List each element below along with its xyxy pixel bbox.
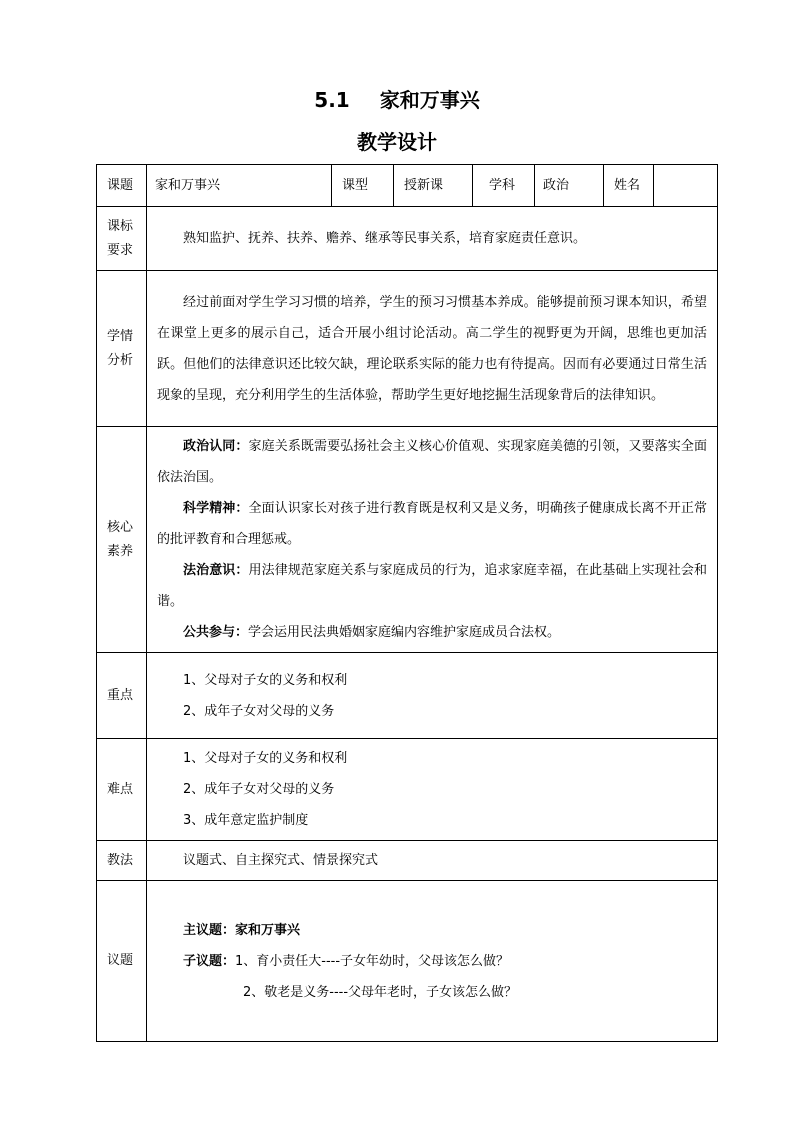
focus-cell bbox=[147, 653, 718, 739]
method-cell bbox=[147, 841, 718, 881]
standard-text: 熟知监护、抚养、扶养、赡养、继承等民事关系，培育家庭责任意识。 bbox=[183, 231, 587, 246]
topic-label: 课题 bbox=[97, 165, 147, 207]
analysis-label-line1: 学情 bbox=[107, 328, 134, 344]
core-label-line2: 素养 bbox=[107, 543, 134, 559]
method-label: 教法 bbox=[97, 841, 147, 881]
sub-topic-1 bbox=[157, 946, 707, 977]
method-text: 议题式、自主探究式、情景探究式 bbox=[183, 853, 379, 868]
method-row bbox=[97, 841, 718, 881]
core-row bbox=[97, 427, 718, 653]
core-cell bbox=[147, 427, 718, 653]
list-item: 1、父母对子女的义务和权利 bbox=[183, 751, 348, 766]
lesson-number: 5.1 bbox=[314, 88, 350, 112]
core-label bbox=[97, 427, 147, 653]
topic-cell bbox=[147, 881, 718, 1042]
subject-label: 学科 bbox=[473, 165, 535, 207]
standard-label-line2: 要求 bbox=[107, 242, 134, 258]
standard-label bbox=[97, 207, 147, 271]
topic-section-label: 议题 bbox=[97, 881, 147, 1042]
topic-value: 家和万事兴 bbox=[147, 165, 332, 207]
standard-label-line1: 课标 bbox=[107, 218, 134, 234]
list-item: 3、成年意定监护制度 bbox=[183, 813, 309, 828]
core-label-line1: 核心 bbox=[107, 519, 134, 535]
subject-value: 政治 bbox=[535, 165, 604, 207]
core-item-text: 用法律规范家庭关系与家庭成员的行为，追求家庭幸福，在此基础上实现社会和谐。 bbox=[157, 563, 707, 609]
name-label: 姓名 bbox=[604, 165, 654, 207]
difficulty-cell bbox=[147, 739, 718, 841]
list-item: 1、父母对子女的义务和权利 bbox=[183, 672, 348, 688]
core-item-text: 全面认识家长对孩子进行教育既是权利又是义务，明确孩子健康成长离不开正常的批评教育和合理惩戒。 bbox=[157, 501, 707, 547]
analysis-label-line2: 分析 bbox=[107, 352, 134, 368]
document-subtitle: 教学设计 bbox=[357, 130, 437, 154]
analysis-label bbox=[97, 271, 147, 427]
sub-topic-key: 子议题： bbox=[183, 953, 236, 969]
core-item-key: 公共参与： bbox=[183, 625, 249, 640]
list-item: 2、成年子女对父母的义务 bbox=[183, 782, 335, 797]
core-item bbox=[157, 617, 707, 648]
core-item-key: 政治认同： bbox=[183, 439, 249, 454]
core-item bbox=[157, 555, 707, 617]
name-value bbox=[654, 165, 718, 207]
core-item bbox=[157, 431, 707, 493]
core-item-key: 法治意识： bbox=[183, 563, 249, 578]
focus-row bbox=[97, 653, 718, 739]
sub-topic-2: 2、敬老是义务----父母年老时，子女该怎么做？ bbox=[243, 984, 518, 1000]
list-item: 2、成年子女对父母的义务 bbox=[183, 703, 335, 719]
difficulty-label: 难点 bbox=[97, 739, 147, 841]
difficulty-row bbox=[97, 739, 718, 841]
sub-topic-1-text: 1、育小责任大----子女年幼时，父母该怎么做？ bbox=[235, 953, 510, 969]
type-value: 授新课 bbox=[394, 165, 473, 207]
document-title bbox=[0, 84, 794, 113]
standard-cell bbox=[147, 207, 718, 271]
header-row bbox=[97, 165, 718, 207]
analysis-cell bbox=[147, 271, 718, 427]
core-item bbox=[157, 493, 707, 555]
lesson-plan-table bbox=[96, 164, 718, 1042]
type-label: 课型 bbox=[332, 165, 394, 207]
lesson-title: 家和万事兴 bbox=[379, 88, 480, 112]
topic-row bbox=[97, 881, 718, 1042]
core-item-text: 学会运用民法典婚姻家庭编内容维护家庭成员合法权。 bbox=[248, 625, 561, 640]
analysis-row bbox=[97, 271, 718, 427]
standard-row bbox=[97, 207, 718, 271]
analysis-text: 经过前面对学生学习习惯的培养，学生的预习习惯基本养成。能够提前预习课本知识，希望在课堂上更多的展示自己，适合开展小组讨论活动。高二学生的视野更为开阔，思维也更加活跃。但他们的法律意识还比较欠缺，理论联系实际的能力也有待提高。因而有必要通过日常生活现象的呈现，充分利用学生的生活体验，帮助学生更好地挖掘生活现象背后的法律知识。 bbox=[157, 294, 707, 403]
core-item-key: 科学精神： bbox=[183, 501, 249, 516]
core-item-text: 家庭关系既需要弘扬社会主义核心价值观、实现家庭美德的引领，又要落实全面依法治国。 bbox=[157, 439, 707, 485]
focus-label: 重点 bbox=[97, 653, 147, 739]
main-topic: 主议题：家和万事兴 bbox=[183, 922, 301, 938]
